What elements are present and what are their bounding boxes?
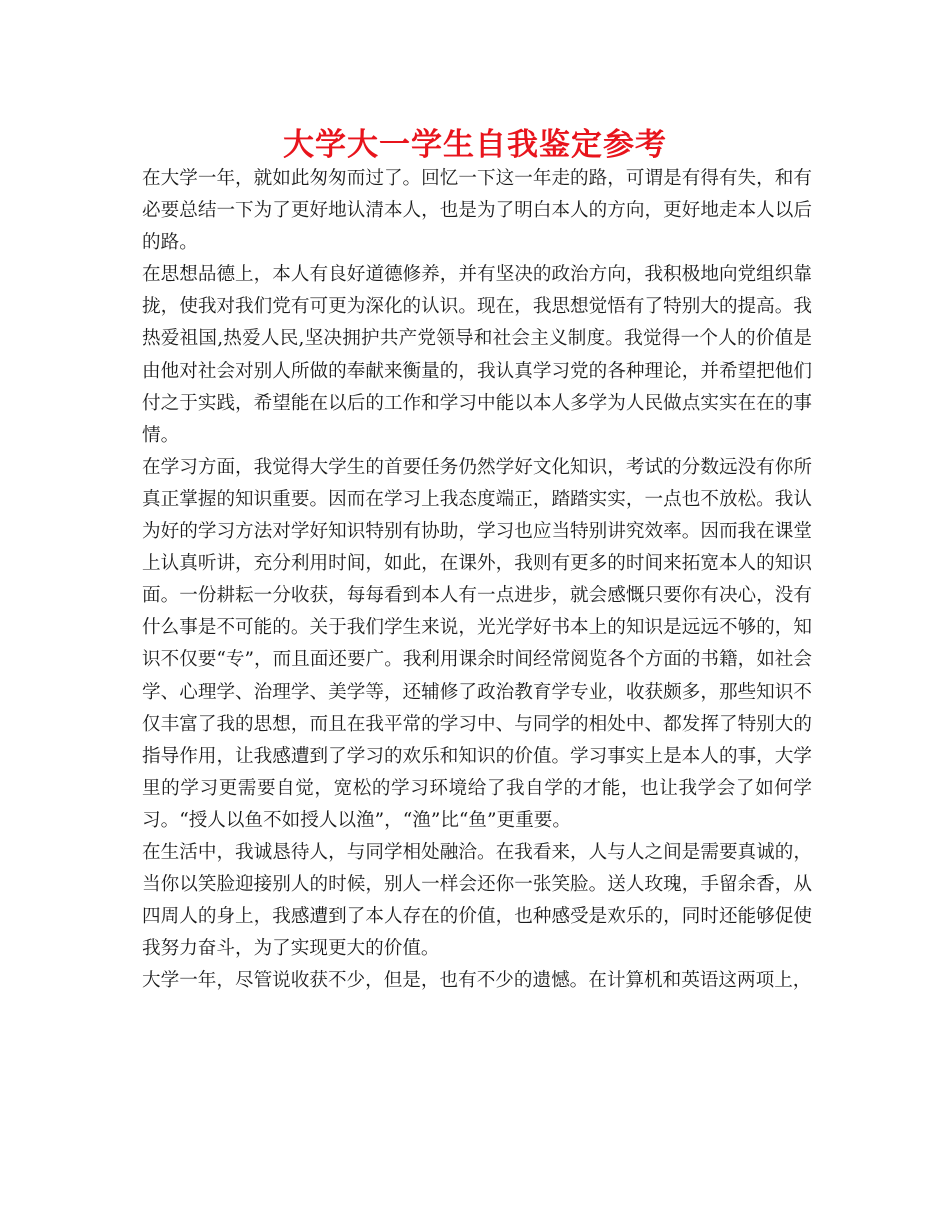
paragraph-regrets: 大学一年，尽管说收获不少，但是，也有不少的遗憾。在计算机和英语这两项上， [142,970,812,992]
document-body [142,163,812,997]
document-title: 大学大一学生自我鉴定参考 [283,127,667,163]
paragraph-life: 在生活中，我诚恳待人，与同学相处融洽。在我看来，人与人之间是需要真诚的，当你以笑脸迎接别人的时候，别人一样会还你一张笑脸。送人玫瑰，手留余香，从四周人的身上，我感遭到了本人存在的价值，也种感受是欢乐的，同时还能够促使我努力奋斗，为了实现更大的价值。 [142,841,812,960]
paragraph-ideology: 在思想品德上，本人有良好道德修养，并有坚决的政治方向，我积极地向党组织靠拢，使我对我们党有可更为深化的认识。现在，我思想觉悟有了特别大的提高。我热爱祖国,热爱人民,坚决拥护共产党领导和社会主义制度。我觉得一个人的价值是由他对社会对别人所做的奉献来衡量的，我认真学习党的各种理论，并希望把他们付之于实践，希望能在以后的工作和学习中能以本人多学为人民做点实实在在的事情。 [142,264,812,446]
paragraph-study: 在学习方面，我觉得大学生的首要任务仍然学好文化知识，考试的分数远没有你所真正掌握的知识重要。因而在学习上我态度端正，踏踏实实，一点也不放松。我认为好的学习方法对学好知识特别有协助，学习也应当特别讲究效率。因而我在课堂上认真听讲，充分利用时间，如此，在课外，我则有更多的时间来拓宽本人的知识面。一份耕耘一分收获，每每看到本人有一点进步，就会感慨只要你有决心，没有什么事是不可能的。关于我们学生来说，光光学好书本上的知识是远远不够的，知识不仅要“专”，而且面还要广。我利用课余时间经常阅览各个方面的书籍，如社会学、心理学、治理学、美学等，还辅修了政治教育学专业，收获颇多，那些知识不仅丰富了我的思想，而且在我平常的学习中、与同学的相处中、都发挥了特别大的指导作用，让我感遭到了学习的欢乐和知识的价值。学习事实上是本人的事，大学里的学习更需要自觉，宽松的学习环境给了我自学的才能，也让我学会了如何学习。“授人以鱼不如授人以渔”，“渔”比“鱼”更重要。 [142,456,812,831]
paragraph-intro: 在大学一年，就如此匆匆而过了。回忆一下这一年走的路，可谓是有得有失，和有必要总结一下为了更好地认清本人，也是为了明白本人的方向，更好地走本人以后的路。 [142,168,812,254]
